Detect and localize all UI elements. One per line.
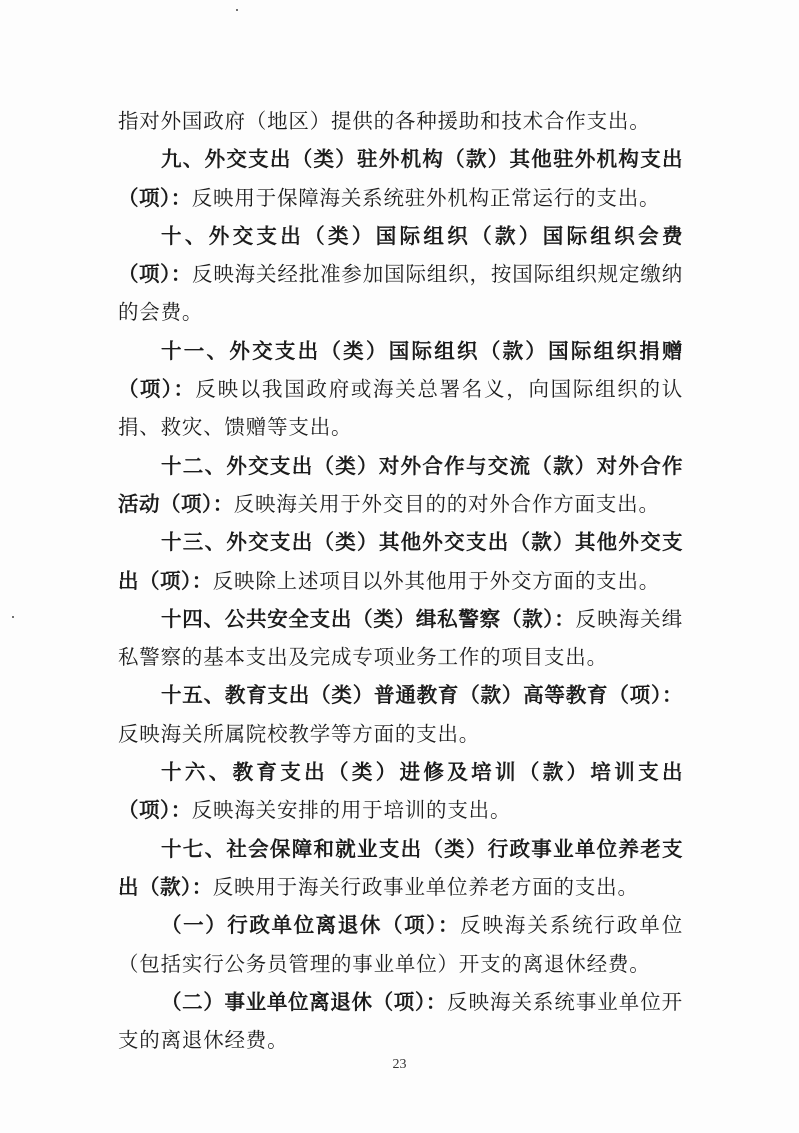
paragraph-heading: 十、外交支出（类）国际组织（款）国际组织会费（项）：: [118, 223, 683, 287]
paragraph-text: 指对外国政府（地区）提供的各种援助和技术合作支出。: [118, 109, 651, 133]
paragraph-heading: 十一、外交支出（类）国际组织（款）国际组织捐赠（项）：: [118, 338, 683, 402]
paragraph-text: 反映海关经批准参加国际组织，按国际组织规定缴纳的会费。: [118, 262, 684, 325]
paragraph-text: 反映海关用于外交目的的对外合作方面支出。: [233, 491, 660, 516]
paragraph: [118, 906, 683, 983]
document-body: [118, 102, 683, 1059]
paragraph-heading: 十六、教育支出（类）进修及培训（款）培训支出（项）：: [118, 760, 683, 823]
paragraph-heading: （二）事业单位离退休（项）：: [161, 989, 448, 1014]
paragraph-text: 反映用于保障海关系统驻外机构正常运行的支出。: [191, 185, 661, 210]
paragraph-text: 反映用于海关行政事业单位养老方面的支出。: [212, 874, 639, 899]
paragraph-heading: 十二、外交支出（类）对外合作与交流（款）对外合作活动（项）：: [118, 453, 683, 516]
paragraph: [118, 830, 683, 907]
scan-speck: [12, 616, 14, 618]
paragraph: [118, 447, 683, 524]
paragraph-text: 反映海关所属院校教学等方面的支出。: [118, 721, 481, 746]
paragraph-text: 反映以我国政府或海关总署名义，向国际组织的认捐、救灾、馈赠等支出。: [118, 377, 683, 440]
paragraph-heading: 十五、教育支出（类）普通教育（款）高等教育（项）：: [161, 683, 683, 708]
paragraph: [118, 983, 683, 1060]
paragraph: [118, 332, 683, 447]
paragraph-text: 反映海关系统事业单位开支的离退休经费。: [118, 989, 683, 1053]
paragraph: [118, 140, 683, 217]
paragraph: [118, 676, 683, 753]
paragraph: [118, 217, 683, 332]
paragraph-text: 反映海关缉私警察的基本支出及完成专项业务工作的项目支出。: [118, 606, 684, 670]
paragraph-text: 反映海关系统行政单位（包括实行公务员管理的事业单位）开支的离退休经费。: [118, 913, 684, 976]
paragraph-heading: 十三、外交支出（类）其他外交支出（款）其他外交支出（项）：: [118, 530, 683, 593]
paragraph-heading: 九、外交支出（类）驻外机构（款）其他驻外机构支出（项）：: [118, 147, 683, 210]
paragraph-heading: （一）行政单位离退休（项）：: [161, 913, 461, 938]
paragraph: [118, 523, 683, 600]
paragraph-text: 反映除上述项目以外其他用于外交方面的支出。: [212, 568, 661, 593]
paragraph: [118, 753, 683, 830]
page-number: 23: [392, 1057, 407, 1072]
paragraph-heading: 十七、社会保障和就业支出（类）行政事业单位养老支出（款）：: [118, 836, 683, 899]
paragraph-text: 反映海关安排的用于培训的支出。: [191, 798, 512, 823]
scan-speck: [236, 9, 238, 11]
paragraph: [118, 600, 683, 677]
paragraph-heading: 十四、公共安全支出（类）缉私警察（款）：: [161, 606, 576, 631]
paragraph: [118, 102, 683, 140]
